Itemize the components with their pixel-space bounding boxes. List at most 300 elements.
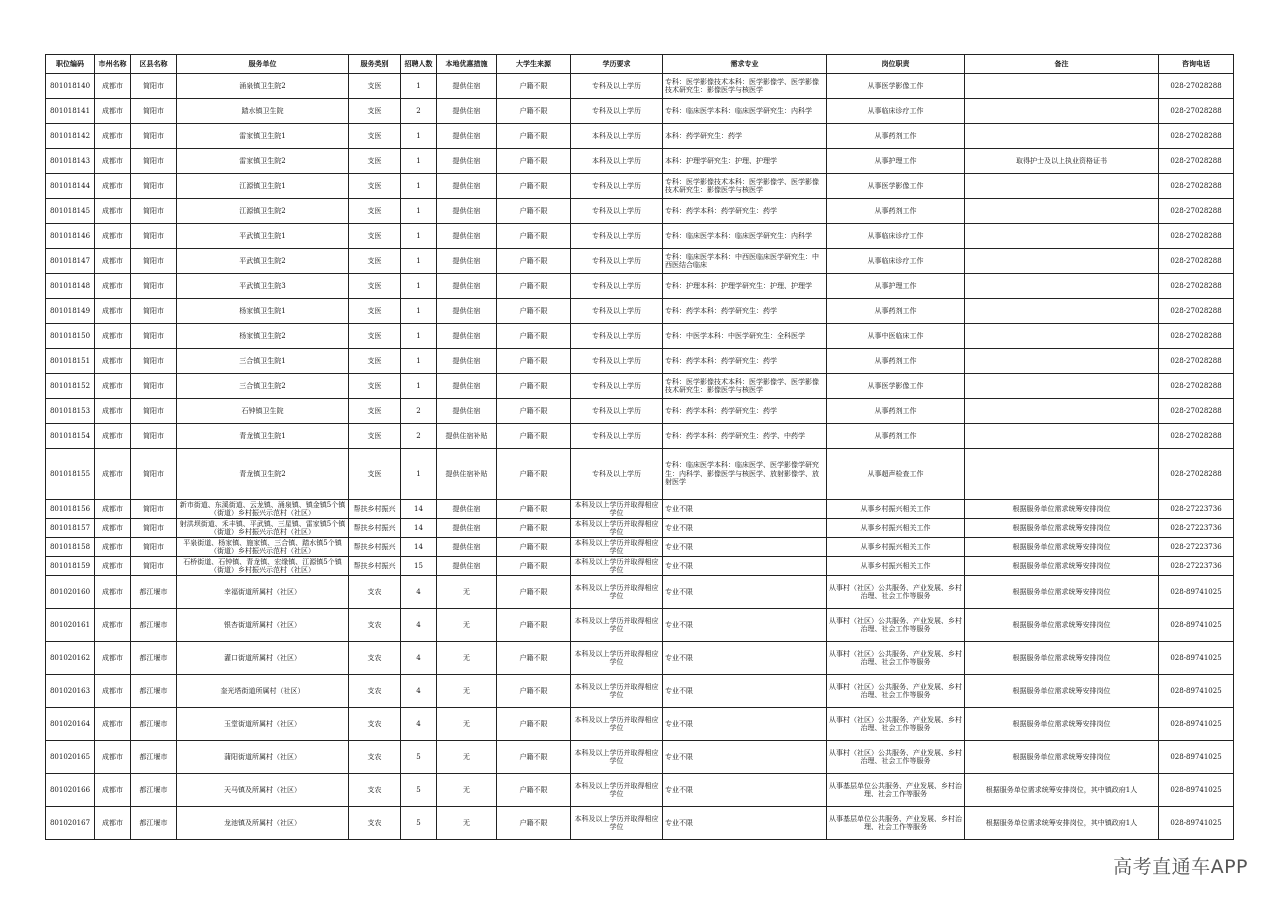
cell-phone: 028-89741025 (1159, 774, 1234, 807)
cell-unit: 江源镇卫生院2 (177, 199, 349, 224)
cell-major: 本科：护理学研究生：护理、护理学 (663, 149, 827, 174)
table-row (46, 174, 1234, 199)
col-header-duty: 岗位职责 (827, 55, 965, 74)
cell-source: 户籍不限 (497, 174, 571, 199)
cell-major: 专科：临床医学本科：临床医学研究生：内科学 (663, 224, 827, 249)
cell-city: 成都市 (95, 675, 131, 708)
cell-city: 成都市 (95, 149, 131, 174)
cell-city: 成都市 (95, 576, 131, 609)
cell-benefits: 提供住宿 (437, 174, 497, 199)
col-header-major: 需求专业 (663, 55, 827, 74)
cell-code: 801018157 (46, 519, 95, 538)
cell-remark: 根据服务单位需求统筹安排岗位，其中镇政府1人 (965, 774, 1159, 807)
cell-remark (965, 249, 1159, 274)
cell-major: 专业不限 (663, 774, 827, 807)
cell-category: 支医 (349, 74, 401, 99)
cell-source: 户籍不限 (497, 324, 571, 349)
cell-major: 专科：医学影像技术本科：医学影像学、医学影像技术研究生：影像医学与核医学 (663, 374, 827, 399)
cell-count: 1 (401, 324, 437, 349)
cell-county: 简阳市 (131, 174, 177, 199)
cell-remark (965, 449, 1159, 500)
cell-education: 专科及以上学历 (571, 174, 663, 199)
cell-count: 1 (401, 349, 437, 374)
cell-remark (965, 374, 1159, 399)
cell-education: 本科及以上学历并取得相应学位 (571, 557, 663, 576)
cell-major: 专科：医学影像技术本科：医学影像学、医学影像技术研究生：影像医学与核医学 (663, 74, 827, 99)
cell-education: 专科及以上学历 (571, 399, 663, 424)
cell-unit: 新市街道、东溪街道、云龙镇、涌泉镇、镇金镇5个镇（街道）乡村振兴示范村（社区） (177, 500, 349, 519)
cell-category: 帮扶乡村振兴 (349, 538, 401, 557)
cell-city: 成都市 (95, 741, 131, 774)
cell-remark: 根据服务单位需求统筹安排岗位 (965, 609, 1159, 642)
cell-source: 户籍不限 (497, 807, 571, 840)
cell-city: 成都市 (95, 642, 131, 675)
cell-phone: 028-27223736 (1159, 500, 1234, 519)
table-row (46, 708, 1234, 741)
cell-education: 本科及以上学历并取得相应学位 (571, 807, 663, 840)
cell-phone: 028-27223736 (1159, 519, 1234, 538)
cell-county: 简阳市 (131, 299, 177, 324)
cell-county: 简阳市 (131, 538, 177, 557)
cell-code: 801018145 (46, 199, 95, 224)
cell-phone: 028-27028288 (1159, 124, 1234, 149)
cell-source: 户籍不限 (497, 399, 571, 424)
cell-category: 支医 (349, 424, 401, 449)
cell-benefits: 无 (437, 807, 497, 840)
cell-source: 户籍不限 (497, 642, 571, 675)
table-row (46, 557, 1234, 576)
cell-county: 都江堰市 (131, 576, 177, 609)
cell-phone: 028-27028288 (1159, 174, 1234, 199)
cell-unit: 踏水镇卫生院 (177, 99, 349, 124)
cell-code: 801018148 (46, 274, 95, 299)
cell-benefits: 提供住宿 (437, 349, 497, 374)
cell-education: 专科及以上学历 (571, 449, 663, 500)
cell-code: 801018146 (46, 224, 95, 249)
cell-unit: 青龙镇卫生院2 (177, 449, 349, 500)
cell-major: 专业不限 (663, 642, 827, 675)
table-row (46, 274, 1234, 299)
cell-count: 4 (401, 675, 437, 708)
cell-phone: 028-27028288 (1159, 299, 1234, 324)
cell-category: 支农 (349, 576, 401, 609)
cell-duty: 从事医学影像工作 (827, 374, 965, 399)
cell-code: 801018141 (46, 99, 95, 124)
cell-source: 户籍不限 (497, 500, 571, 519)
cell-unit: 银杏街道所属村（社区） (177, 609, 349, 642)
col-header-code: 职位编码 (46, 55, 95, 74)
cell-category: 支农 (349, 609, 401, 642)
cell-education: 专科及以上学历 (571, 249, 663, 274)
cell-duty: 从事护理工作 (827, 274, 965, 299)
cell-benefits: 提供住宿 (437, 199, 497, 224)
cell-city: 成都市 (95, 399, 131, 424)
cell-category: 支农 (349, 708, 401, 741)
cell-county: 简阳市 (131, 74, 177, 99)
cell-remark: 根据服务单位需求统筹安排岗位 (965, 538, 1159, 557)
cell-education: 本科及以上学历并取得相应学位 (571, 609, 663, 642)
cell-unit: 天马镇及所属村（社区） (177, 774, 349, 807)
cell-remark (965, 299, 1159, 324)
table-row (46, 807, 1234, 840)
cell-major: 专科：护理本科：护理学研究生：护理、护理学 (663, 274, 827, 299)
cell-category: 支医 (349, 274, 401, 299)
cell-code: 801020162 (46, 642, 95, 675)
cell-unit: 玉堂街道所属村（社区） (177, 708, 349, 741)
cell-city: 成都市 (95, 324, 131, 349)
table-row (46, 399, 1234, 424)
cell-duty: 从事村（社区）公共服务、产业发展、乡村治理、社会工作等服务 (827, 576, 965, 609)
cell-source: 户籍不限 (497, 299, 571, 324)
cell-count: 4 (401, 609, 437, 642)
cell-city: 成都市 (95, 299, 131, 324)
cell-unit: 青龙镇卫生院1 (177, 424, 349, 449)
cell-duty: 从事药剂工作 (827, 124, 965, 149)
cell-major: 专业不限 (663, 741, 827, 774)
table-row (46, 642, 1234, 675)
cell-phone: 028-89741025 (1159, 807, 1234, 840)
table-row (46, 349, 1234, 374)
cell-city: 成都市 (95, 500, 131, 519)
cell-duty: 从事药剂工作 (827, 349, 965, 374)
cell-county: 简阳市 (131, 399, 177, 424)
recruitment-table (45, 54, 1234, 840)
cell-benefits: 无 (437, 609, 497, 642)
cell-code: 801018156 (46, 500, 95, 519)
cell-education: 本科及以上学历并取得相应学位 (571, 642, 663, 675)
cell-code: 801020163 (46, 675, 95, 708)
cell-major: 本科：药学研究生：药学 (663, 124, 827, 149)
cell-city: 成都市 (95, 609, 131, 642)
cell-major: 专业不限 (663, 708, 827, 741)
cell-phone: 028-27028288 (1159, 374, 1234, 399)
cell-source: 户籍不限 (497, 519, 571, 538)
cell-source: 户籍不限 (497, 74, 571, 99)
cell-remark: 根据服务单位需求统筹安排岗位 (965, 576, 1159, 609)
cell-source: 户籍不限 (497, 774, 571, 807)
cell-benefits: 无 (437, 675, 497, 708)
cell-remark (965, 74, 1159, 99)
cell-source: 户籍不限 (497, 538, 571, 557)
cell-benefits: 提供住宿 (437, 519, 497, 538)
table-row (46, 199, 1234, 224)
cell-category: 支医 (349, 224, 401, 249)
table-row (46, 519, 1234, 538)
cell-benefits: 无 (437, 642, 497, 675)
cell-source: 户籍不限 (497, 576, 571, 609)
cell-source: 户籍不限 (497, 224, 571, 249)
cell-code: 801020160 (46, 576, 95, 609)
cell-category: 支医 (349, 249, 401, 274)
cell-city: 成都市 (95, 774, 131, 807)
cell-count: 1 (401, 274, 437, 299)
table-row (46, 741, 1234, 774)
cell-category: 支医 (349, 174, 401, 199)
cell-phone: 028-27223736 (1159, 557, 1234, 576)
cell-code: 801020161 (46, 609, 95, 642)
table-row (46, 74, 1234, 99)
cell-source: 户籍不限 (497, 741, 571, 774)
cell-education: 专科及以上学历 (571, 99, 663, 124)
cell-city: 成都市 (95, 124, 131, 149)
cell-source: 户籍不限 (497, 424, 571, 449)
cell-education: 本科及以上学历并取得相应学位 (571, 538, 663, 557)
cell-source: 户籍不限 (497, 99, 571, 124)
cell-unit: 灌口街道所属村（社区） (177, 642, 349, 675)
table-row (46, 299, 1234, 324)
cell-county: 简阳市 (131, 374, 177, 399)
cell-unit: 蒲阳街道所属村（社区） (177, 741, 349, 774)
col-header-city: 市州名称 (95, 55, 131, 74)
cell-count: 1 (401, 249, 437, 274)
cell-remark: 根据服务单位需求统筹安排岗位，其中镇政府1人 (965, 807, 1159, 840)
cell-benefits: 无 (437, 576, 497, 609)
cell-remark (965, 424, 1159, 449)
cell-major: 专业不限 (663, 576, 827, 609)
cell-phone: 028-27028288 (1159, 324, 1234, 349)
cell-code: 801020165 (46, 741, 95, 774)
cell-benefits: 提供住宿补贴 (437, 424, 497, 449)
cell-education: 专科及以上学历 (571, 374, 663, 399)
cell-benefits: 无 (437, 708, 497, 741)
cell-major: 专业不限 (663, 519, 827, 538)
table-row (46, 500, 1234, 519)
cell-county: 简阳市 (131, 324, 177, 349)
cell-category: 支农 (349, 741, 401, 774)
cell-education: 本科及以上学历并取得相应学位 (571, 741, 663, 774)
table-row (46, 538, 1234, 557)
cell-count: 14 (401, 519, 437, 538)
cell-benefits: 无 (437, 774, 497, 807)
cell-phone: 028-27028288 (1159, 224, 1234, 249)
cell-major: 专业不限 (663, 500, 827, 519)
cell-major: 专业不限 (663, 807, 827, 840)
cell-remark (965, 224, 1159, 249)
cell-count: 2 (401, 99, 437, 124)
cell-unit: 江源镇卫生院1 (177, 174, 349, 199)
cell-county: 都江堰市 (131, 807, 177, 840)
cell-duty: 从事医学影像工作 (827, 174, 965, 199)
cell-education: 专科及以上学历 (571, 199, 663, 224)
table-row (46, 424, 1234, 449)
cell-count: 2 (401, 424, 437, 449)
cell-category: 支医 (349, 199, 401, 224)
cell-duty: 从事护理工作 (827, 149, 965, 174)
cell-category: 支农 (349, 807, 401, 840)
cell-education: 本科及以上学历并取得相应学位 (571, 500, 663, 519)
cell-county: 简阳市 (131, 199, 177, 224)
cell-source: 户籍不限 (497, 557, 571, 576)
col-header-source: 大学生来源 (497, 55, 571, 74)
cell-major: 专科：医学影像技术本科：医学影像学、医学影像技术研究生：影像医学与核医学 (663, 174, 827, 199)
cell-remark: 根据服务单位需求统筹安排岗位 (965, 741, 1159, 774)
table-row (46, 249, 1234, 274)
cell-education: 专科及以上学历 (571, 324, 663, 349)
cell-duty: 从事临床诊疗工作 (827, 224, 965, 249)
cell-remark (965, 174, 1159, 199)
cell-city: 成都市 (95, 274, 131, 299)
cell-duty: 从事村（社区）公共服务、产业发展、乡村治理、社会工作等服务 (827, 642, 965, 675)
cell-duty: 从事中医临床工作 (827, 324, 965, 349)
cell-education: 本科及以上学历并取得相应学位 (571, 675, 663, 708)
cell-category: 帮扶乡村振兴 (349, 519, 401, 538)
cell-city: 成都市 (95, 224, 131, 249)
cell-code: 801018158 (46, 538, 95, 557)
cell-duty: 从事临床诊疗工作 (827, 99, 965, 124)
cell-county: 简阳市 (131, 449, 177, 500)
cell-count: 4 (401, 708, 437, 741)
cell-phone: 028-89741025 (1159, 642, 1234, 675)
cell-phone: 028-27028288 (1159, 449, 1234, 500)
cell-phone: 028-89741025 (1159, 741, 1234, 774)
cell-county: 都江堰市 (131, 675, 177, 708)
table-row (46, 449, 1234, 500)
cell-city: 成都市 (95, 374, 131, 399)
cell-source: 户籍不限 (497, 274, 571, 299)
cell-county: 简阳市 (131, 349, 177, 374)
cell-education: 专科及以上学历 (571, 349, 663, 374)
cell-category: 支医 (349, 324, 401, 349)
cell-code: 801018159 (46, 557, 95, 576)
cell-phone: 028-89741025 (1159, 708, 1234, 741)
cell-duty: 从事基层单位公共服务、产业发展、乡村治理、社会工作等服务 (827, 807, 965, 840)
cell-duty: 从事药剂工作 (827, 399, 965, 424)
cell-count: 5 (401, 807, 437, 840)
cell-major: 专科：中医学本科：中医学研究生：全科医学 (663, 324, 827, 349)
cell-code: 801018149 (46, 299, 95, 324)
cell-category: 支医 (349, 124, 401, 149)
cell-duty: 从事医学影像工作 (827, 74, 965, 99)
cell-benefits: 提供住宿 (437, 274, 497, 299)
cell-unit: 雷家镇卫生院1 (177, 124, 349, 149)
cell-unit: 涌泉镇卫生院2 (177, 74, 349, 99)
cell-count: 1 (401, 124, 437, 149)
cell-category: 帮扶乡村振兴 (349, 557, 401, 576)
cell-phone: 028-89741025 (1159, 609, 1234, 642)
cell-category: 支农 (349, 642, 401, 675)
cell-major: 专科：药学本科：药学研究生：药学 (663, 299, 827, 324)
cell-remark (965, 124, 1159, 149)
cell-major: 专业不限 (663, 609, 827, 642)
cell-county: 简阳市 (131, 149, 177, 174)
cell-duty: 从事药剂工作 (827, 299, 965, 324)
cell-category: 支医 (349, 149, 401, 174)
col-header-unit: 服务单位 (177, 55, 349, 74)
cell-code: 801018153 (46, 399, 95, 424)
cell-county: 简阳市 (131, 99, 177, 124)
cell-city: 成都市 (95, 538, 131, 557)
cell-benefits: 提供住宿 (437, 124, 497, 149)
cell-education: 本科及以上学历 (571, 149, 663, 174)
cell-duty: 从事乡村振兴相关工作 (827, 519, 965, 538)
cell-category: 支医 (349, 299, 401, 324)
table-row (46, 324, 1234, 349)
cell-education: 专科及以上学历 (571, 274, 663, 299)
table-row (46, 675, 1234, 708)
table-row (46, 374, 1234, 399)
cell-phone: 028-27028288 (1159, 274, 1234, 299)
cell-count: 2 (401, 399, 437, 424)
cell-category: 支医 (349, 99, 401, 124)
cell-major: 专业不限 (663, 557, 827, 576)
cell-county: 都江堰市 (131, 708, 177, 741)
cell-remark: 根据服务单位需求统筹安排岗位 (965, 557, 1159, 576)
col-header-county: 区县名称 (131, 55, 177, 74)
cell-education: 专科及以上学历 (571, 224, 663, 249)
cell-benefits: 提供住宿 (437, 399, 497, 424)
cell-code: 801018150 (46, 324, 95, 349)
cell-duty: 从事村（社区）公共服务、产业发展、乡村治理、社会工作等服务 (827, 741, 965, 774)
cell-phone: 028-27223736 (1159, 538, 1234, 557)
cell-count: 14 (401, 538, 437, 557)
cell-unit: 奎光塔街道所属村（社区） (177, 675, 349, 708)
cell-city: 成都市 (95, 199, 131, 224)
cell-source: 户籍不限 (497, 708, 571, 741)
cell-code: 801018154 (46, 424, 95, 449)
cell-phone: 028-27028288 (1159, 149, 1234, 174)
cell-county: 简阳市 (131, 557, 177, 576)
cell-county: 简阳市 (131, 519, 177, 538)
cell-source: 户籍不限 (497, 349, 571, 374)
cell-city: 成都市 (95, 807, 131, 840)
cell-code: 801018155 (46, 449, 95, 500)
cell-duty: 从事药剂工作 (827, 424, 965, 449)
cell-benefits: 提供住宿 (437, 74, 497, 99)
table-row (46, 576, 1234, 609)
cell-city: 成都市 (95, 349, 131, 374)
cell-major: 专科：药学本科：药学研究生：药学 (663, 399, 827, 424)
cell-source: 户籍不限 (497, 124, 571, 149)
cell-benefits: 提供住宿 (437, 149, 497, 174)
cell-education: 专科及以上学历 (571, 299, 663, 324)
cell-phone: 028-27028288 (1159, 99, 1234, 124)
cell-benefits: 提供住宿 (437, 500, 497, 519)
cell-code: 801018143 (46, 149, 95, 174)
cell-duty: 从事临床诊疗工作 (827, 249, 965, 274)
cell-county: 简阳市 (131, 274, 177, 299)
cell-education: 专科及以上学历 (571, 74, 663, 99)
cell-code: 801018147 (46, 249, 95, 274)
cell-count: 1 (401, 449, 437, 500)
cell-category: 支医 (349, 449, 401, 500)
cell-remark: 根据服务单位需求统筹安排岗位 (965, 519, 1159, 538)
cell-remark (965, 349, 1159, 374)
cell-major: 专科：临床医学本科：临床医学、医学影像学研究生：内科学、影像医学与核医学、放射影像学、放射医学 (663, 449, 827, 500)
cell-unit: 幸福街道所属村（社区） (177, 576, 349, 609)
cell-unit: 平武镇卫生院1 (177, 224, 349, 249)
cell-unit: 石桥街道、石钟镇、青龙镇、宏缘镇、江源镇5个镇（街道）乡村振兴示范村（社区） (177, 557, 349, 576)
cell-major: 专业不限 (663, 538, 827, 557)
cell-code: 801020167 (46, 807, 95, 840)
cell-source: 户籍不限 (497, 374, 571, 399)
cell-unit: 平泉街道、杨家镇、施家镇、三合镇、踏水镇5个镇（街道）乡村振兴示范村（社区） (177, 538, 349, 557)
cell-unit: 石钟镇卫生院 (177, 399, 349, 424)
cell-benefits: 提供住宿 (437, 224, 497, 249)
table-row (46, 99, 1234, 124)
cell-county: 都江堰市 (131, 642, 177, 675)
cell-remark (965, 199, 1159, 224)
cell-duty: 从事药剂工作 (827, 199, 965, 224)
cell-count: 4 (401, 576, 437, 609)
cell-phone: 028-27028288 (1159, 424, 1234, 449)
cell-category: 支农 (349, 774, 401, 807)
cell-county: 都江堰市 (131, 741, 177, 774)
cell-remark: 取得护士及以上执业资格证书 (965, 149, 1159, 174)
cell-duty: 从事村（社区）公共服务、产业发展、乡村治理、社会工作等服务 (827, 609, 965, 642)
cell-code: 801018144 (46, 174, 95, 199)
col-header-benefits: 本地优惠措施 (437, 55, 497, 74)
cell-count: 1 (401, 74, 437, 99)
